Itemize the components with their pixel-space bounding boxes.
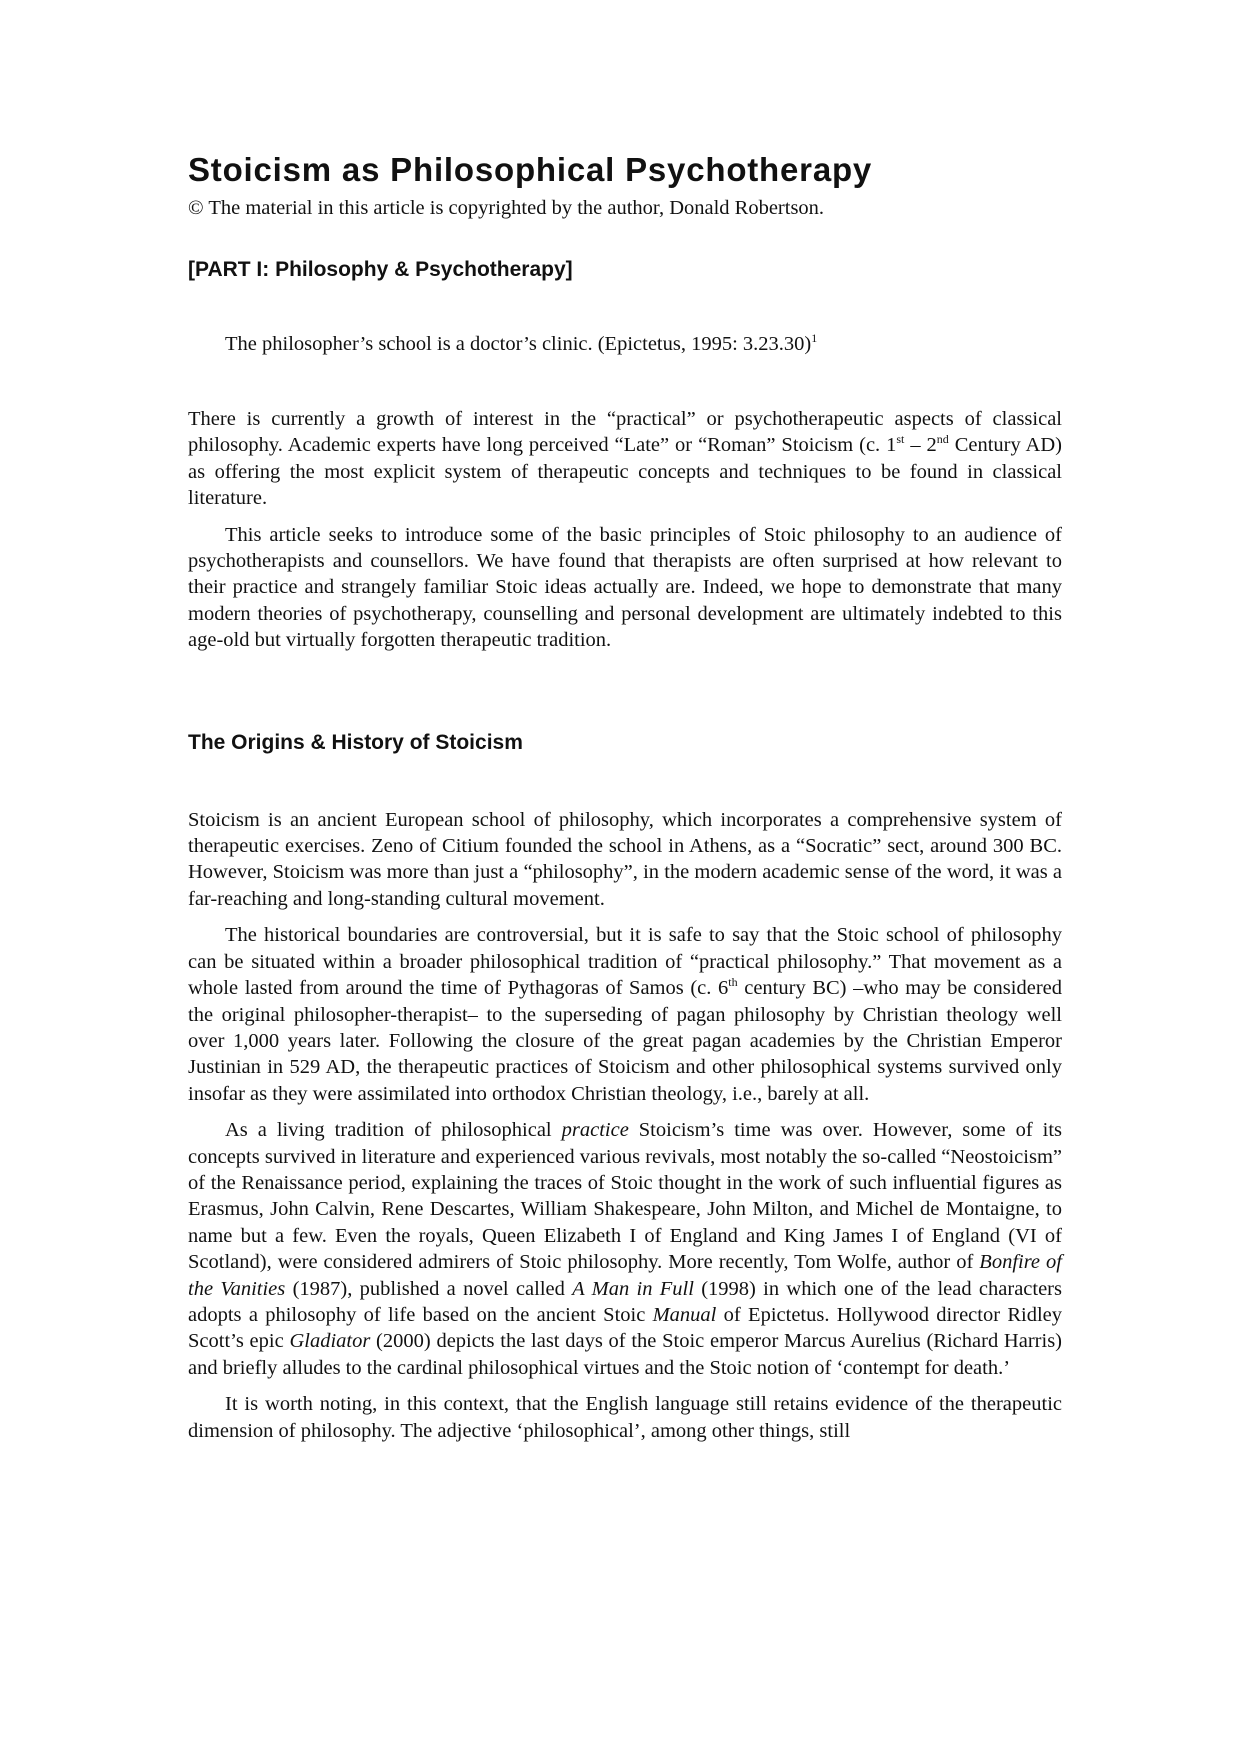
origins-p3-text-c: (1987), published a novel called (285, 1277, 573, 1300)
italic-title: A Man in Full (572, 1277, 694, 1300)
intro-p1-text-a: There is currently a growth of interest in the “practical” or psychotherapeutic aspects of classical philosophy. Academic experts have long perceived “Late” or “Roman” Stoicism (c. 1 (188, 408, 1062, 457)
part-heading: [PART I: Philosophy & Psychotherapy] (188, 258, 573, 281)
origins-paragraph-2 (188, 922, 1062, 1107)
origins-p3-text-a: As a living tradition of philosophical (225, 1119, 562, 1142)
intro-paragraph-1 (188, 406, 1062, 512)
ordinal-superscript: nd (936, 432, 949, 447)
origins-p3-text-b: Stoicism’s time was over. However, some of its concepts survived in literature and experienced various revivals, most notably the so-called “Neostoicism” of the Renaissance period, explaining the traces of Stoic thought in the work of such influential figures as Erasmus, John Calvin, Rene Descartes, William Shakespeare, John Milton, and Michel de Montaigne, to name but a few. Even the royals, Queen Elizabeth I of England and King James I of England (VI of Scotland), were considered admirers of Stoic philosophy. More recently, Tom Wolfe, author of (188, 1119, 1062, 1274)
origins-paragraph-3 (188, 1117, 1062, 1381)
copyright-notice: © The material in this article is copyrighted by the author, Donald Robertson. (188, 197, 825, 219)
origins-p2-text-a: The historical boundaries are controversial, but it is safe to say that the Stoic school of philosophy can be situated within a broader philosophical tradition of “practical philosophy.” That movement as a whole lasted from around the time of Pythagoras of Samos (c. 6 (188, 924, 1062, 1000)
epigraph-quote (225, 331, 1062, 357)
footnote-marker: 1 (811, 331, 818, 346)
origins-paragraph-4: It is worth noting, in this context, that the English language still retains evidence of the therapeutic dimension of philosophy. The adjective ‘philosophical’, among other things, still (188, 1393, 1062, 1442)
italic-title: Manual (652, 1303, 717, 1326)
intro-paragraph-2: This article seeks to introduce some of the basic principles of Stoic philosophy to an audience of psychotherapists and counsellors. We have found that therapists are often surprised at how relevant to their practice and strangely familiar Stoic ideas actually are. Indeed, we hope to demonstrate that many modern theories of psychotherapy, counselling and personal development are ultimately indebted to this age-old but virtually forgotten therapeutic tradition. (188, 523, 1062, 652)
epigraph-text: The philosopher’s school is a doctor’s clinic. (Epictetus, 1995: 3.23.30) (225, 333, 812, 355)
section-heading: The Origins & History of Stoicism (188, 730, 523, 754)
article-body (188, 150, 1062, 1444)
italic-title: Bonfire of the Vanities (188, 1251, 1062, 1300)
origins-p3-text-d: (1998) in which one of the lead characters adopts a philosophy of life based on the ancient Stoic (188, 1277, 1062, 1326)
article-title: Stoicism as Philosophical Psychotherapy (188, 151, 873, 188)
ordinal-superscript: th (728, 975, 738, 990)
origins-p3-text-e: of Epictetus. Hollywood director Ridley Scott’s epic (188, 1303, 1062, 1353)
origins-p3-text-f: (2000) depicts the last days of the Stoic emperor Marcus Aurelius (Richard Harris) and briefly alludes to the cardinal philosophical virtues and the Stoic notion of ‘contempt for death.’ (188, 1330, 1062, 1379)
origins-paragraph-1: Stoicism is an ancient European school of philosophy, which incorporates a comprehensive system of therapeutic exercises. Zeno of Citium founded the school in Athens, as a “Socratic” sect, around 300 BC. However, Stoicism was more than just a “philosophy”, in the modern academic sense of the word, it was a far-reaching and long-standing cultural movement. (188, 808, 1062, 910)
intro-p1-text-b: – 2 (904, 434, 937, 457)
italic-title: Gladiator (289, 1330, 371, 1353)
ordinal-superscript: st (896, 432, 905, 447)
intro-p1-text-c: Century AD) as offering the most explicit system of therapeutic concepts and techniques to be found in classical literature. (188, 434, 1062, 510)
origins-p2-text-b: century BC) –who may be considered the original philosopher-therapist– to the superseding of pagan philosophy by Christian theology well over 1,000 years later. Following the closure of the great pagan academies by the Christian Emperor Justinian in 529 AD, the therapeutic practices of Stoicism and other philosophical systems survived only insofar as they were assimilated into orthodox Christian theology, i.e., barely at all. (188, 977, 1062, 1105)
italic-term: practice (561, 1119, 629, 1142)
